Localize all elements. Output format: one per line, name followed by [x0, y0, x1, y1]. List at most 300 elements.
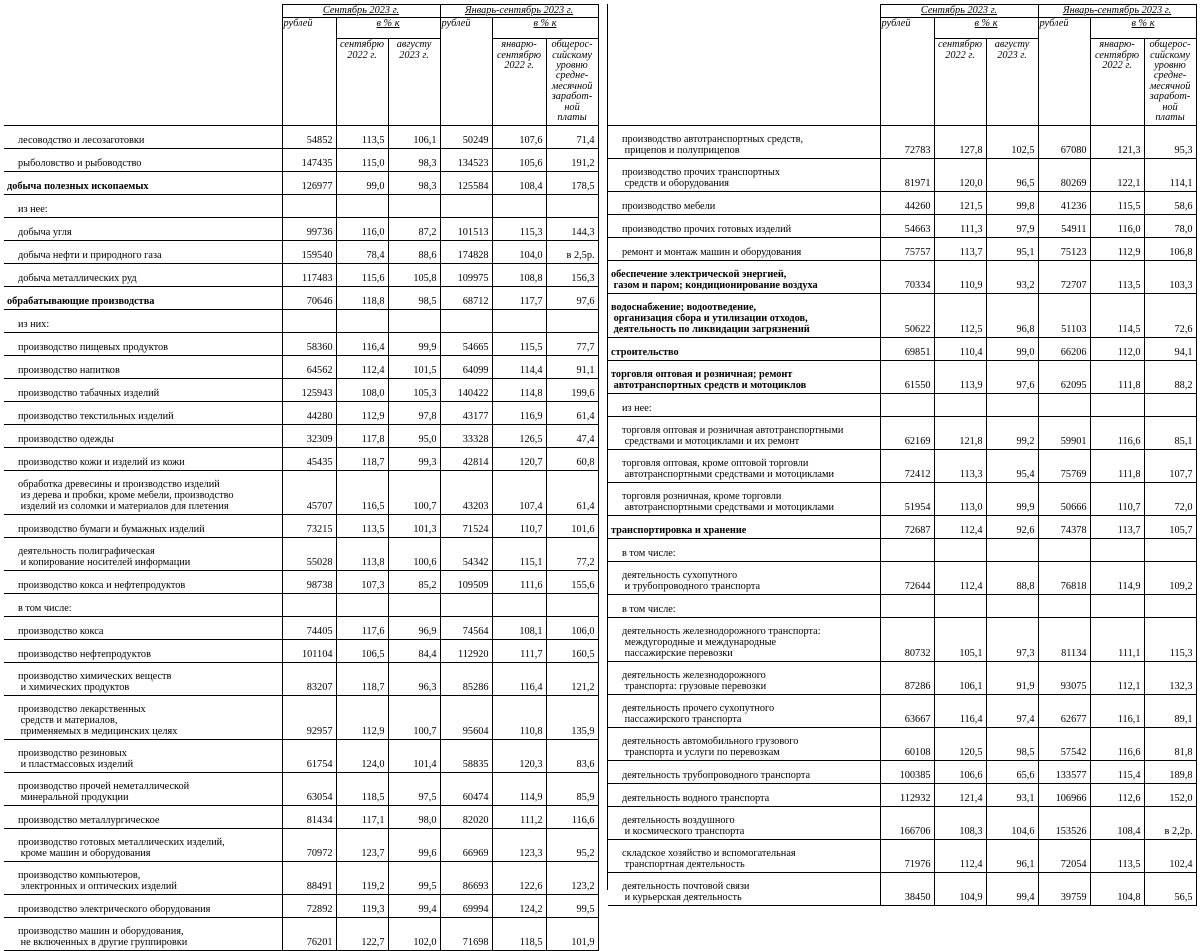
row-value-col-1: 81971 [880, 158, 934, 191]
row-indicator-name: производство резиновых и пластмассовых изделий [4, 739, 282, 772]
row-indicator-name: водоснабжение; водоотведение, организация сбора и утилизации отходов, деятельность по ликвидации загрязнений [608, 293, 880, 337]
row-indicator-name: ремонт и монтаж машин и оборудования [608, 237, 880, 260]
row-indicator-name: добыча полезных ископаемых [4, 171, 282, 194]
table-row [4, 805, 598, 828]
row-value-col-6: 115,3 [1144, 617, 1196, 661]
row-value-col-3: 101,3 [388, 514, 440, 537]
header-period-month: Сентябрь 2023 г. [282, 5, 440, 18]
row-indicator-name: обработка древесины и производство изделий из дерева и пробки, кроме мебели, производство изделий из соломки и материалов для плетения [4, 470, 282, 514]
row-value-col-1: 101104 [282, 639, 336, 662]
row-value-col-2: 108,0 [336, 378, 388, 401]
table-row [608, 694, 1196, 727]
row-value-col-1: 38450 [880, 872, 934, 905]
row-value-col-1: 32309 [282, 424, 336, 447]
row-value-col-4: 33328 [440, 424, 492, 447]
row-value-col-1: 71976 [880, 839, 934, 872]
row-value-col-1: 58360 [282, 332, 336, 355]
row-value-col-5: 111,2 [492, 805, 546, 828]
row-value-col-4: 133577 [1038, 760, 1090, 783]
row-value-col-6 [1144, 594, 1196, 617]
row-value-col-6: 114,1 [1144, 158, 1196, 191]
row-value-col-4 [440, 194, 492, 217]
row-value-col-1: 98738 [282, 570, 336, 593]
row-value-col-4: 106966 [1038, 783, 1090, 806]
row-value-col-2: 118,7 [336, 662, 388, 695]
row-value-col-5: 115,4 [1090, 760, 1144, 783]
row-value-col-5: 113,5 [1090, 839, 1144, 872]
row-value-col-2: 127,8 [934, 125, 986, 158]
row-value-col-5: 113,5 [1090, 260, 1144, 293]
row-value-col-6: 97,6 [546, 286, 598, 309]
wage-table-right [608, 4, 1197, 906]
row-value-col-2: 104,9 [934, 872, 986, 905]
row-value-col-6 [1144, 538, 1196, 561]
row-value-col-3: 92,6 [986, 515, 1038, 538]
row-indicator-name: производство одежды [4, 424, 282, 447]
table-row [4, 217, 598, 240]
row-value-col-5: 112,6 [1090, 783, 1144, 806]
row-value-col-3: 93,1 [986, 783, 1038, 806]
row-value-col-4: 82020 [440, 805, 492, 828]
row-value-col-5: 112,0 [1090, 337, 1144, 360]
row-value-col-3: 95,4 [986, 449, 1038, 482]
table-row [608, 393, 1196, 416]
row-value-col-1: 166706 [880, 806, 934, 839]
table-row [4, 894, 598, 917]
row-indicator-name: производство бумаги и бумажных изделий [4, 514, 282, 537]
row-value-col-5: 114,8 [492, 378, 546, 401]
row-value-col-6: 77,7 [546, 332, 598, 355]
table-row [4, 470, 598, 514]
row-value-col-4: 74564 [440, 616, 492, 639]
row-indicator-name: деятельность водного транспорта [608, 783, 880, 806]
row-value-col-2: 111,3 [934, 214, 986, 237]
wage-table-left [4, 4, 599, 951]
table-row [4, 401, 598, 424]
row-value-col-1: 72412 [880, 449, 934, 482]
table-row [608, 727, 1196, 760]
row-value-col-2: 106,5 [336, 639, 388, 662]
row-value-col-2: 121,5 [934, 191, 986, 214]
row-value-col-4: 42814 [440, 447, 492, 470]
row-value-col-3: 105,3 [388, 378, 440, 401]
row-value-col-4: 72707 [1038, 260, 1090, 293]
table-row [4, 355, 598, 378]
row-value-col-6: 116,6 [546, 805, 598, 828]
row-value-col-6: 61,4 [546, 401, 598, 424]
row-value-col-2: 113,3 [934, 449, 986, 482]
row-value-col-1: 88491 [282, 861, 336, 894]
row-value-col-3: 98,3 [388, 148, 440, 171]
row-value-col-5: 111,1 [1090, 617, 1144, 661]
table-row [608, 260, 1196, 293]
row-value-col-4: 75769 [1038, 449, 1090, 482]
row-value-col-2: 112,9 [336, 695, 388, 739]
row-value-col-1 [880, 538, 934, 561]
header-vs-sep-2022: сентябрю 2022 г. [934, 39, 986, 125]
row-value-col-4: 59901 [1038, 416, 1090, 449]
row-value-col-5: 104,0 [492, 240, 546, 263]
row-value-col-2 [336, 593, 388, 616]
row-value-col-1: 87286 [880, 661, 934, 694]
row-value-col-4: 43203 [440, 470, 492, 514]
row-value-col-1 [282, 593, 336, 616]
row-value-col-4: 153526 [1038, 806, 1090, 839]
row-value-col-2: 122,7 [336, 917, 388, 950]
row-value-col-5: 117,7 [492, 286, 546, 309]
row-value-col-5 [1090, 538, 1144, 561]
row-value-col-1: 83207 [282, 662, 336, 695]
row-value-col-6: 178,5 [546, 171, 598, 194]
row-indicator-name: добыча нефти и природного газа [4, 240, 282, 263]
row-value-col-2: 108,3 [934, 806, 986, 839]
table-row [608, 617, 1196, 661]
row-value-col-1: 100385 [880, 760, 934, 783]
table-row [608, 561, 1196, 594]
row-value-col-2 [336, 309, 388, 332]
row-value-col-3: 105,8 [388, 263, 440, 286]
row-value-col-6 [1144, 393, 1196, 416]
header-percent-of: в % к [1090, 18, 1196, 39]
row-indicator-name: деятельность прочего сухопутного пассажирского транспорта [608, 694, 880, 727]
left-table-page [4, 4, 598, 949]
row-value-col-5: 121,3 [1090, 125, 1144, 158]
table-row [4, 917, 598, 950]
row-value-col-4: 109975 [440, 263, 492, 286]
table-row [4, 662, 598, 695]
table-row [608, 337, 1196, 360]
table-row [608, 158, 1196, 191]
row-value-col-4: 67080 [1038, 125, 1090, 158]
table-row [4, 447, 598, 470]
row-value-col-4: 95604 [440, 695, 492, 739]
row-indicator-name: обеспечение электрической энергией, газом и паром; кондиционирование воздуха [608, 260, 880, 293]
row-indicator-name: добыча металлических руд [4, 263, 282, 286]
row-value-col-3: 98,3 [388, 171, 440, 194]
row-value-col-2: 105,1 [934, 617, 986, 661]
row-value-col-5: 113,7 [1090, 515, 1144, 538]
table-row [4, 309, 598, 332]
row-value-col-6: 56,5 [1144, 872, 1196, 905]
row-value-col-6: 58,6 [1144, 191, 1196, 214]
row-value-col-3: 99,4 [986, 872, 1038, 905]
row-value-col-2: 117,8 [336, 424, 388, 447]
row-value-col-3: 65,6 [986, 760, 1038, 783]
row-value-col-1: 60108 [880, 727, 934, 760]
row-value-col-3: 99,4 [388, 894, 440, 917]
row-value-col-1: 61550 [880, 360, 934, 393]
row-value-col-4: 66969 [440, 828, 492, 861]
table-row [4, 148, 598, 171]
row-value-col-6: 106,0 [546, 616, 598, 639]
row-value-col-3: 96,9 [388, 616, 440, 639]
row-value-col-1: 72783 [880, 125, 934, 158]
row-indicator-name: из нее: [608, 393, 880, 416]
row-value-col-4: 50666 [1038, 482, 1090, 515]
row-indicator-name: производство электрического оборудования [4, 894, 282, 917]
row-value-col-3: 100,7 [388, 470, 440, 514]
row-indicator-name: добыча угля [4, 217, 282, 240]
row-value-col-3: 97,9 [986, 214, 1038, 237]
row-value-col-4: 134523 [440, 148, 492, 171]
row-value-col-2: 113,9 [934, 360, 986, 393]
header-period-cumulative: Январь-сентябрь 2023 г. [440, 5, 598, 18]
row-value-col-1: 76201 [282, 917, 336, 950]
row-value-col-2: 78,4 [336, 240, 388, 263]
row-value-col-6: 78,0 [1144, 214, 1196, 237]
table-row [608, 191, 1196, 214]
row-value-col-2: 112,4 [934, 561, 986, 594]
row-value-col-2: 116,0 [336, 217, 388, 240]
row-value-col-2: 112,4 [336, 355, 388, 378]
table-row [4, 194, 598, 217]
row-value-col-6: 47,4 [546, 424, 598, 447]
row-value-col-2: 117,6 [336, 616, 388, 639]
row-value-col-1: 92957 [282, 695, 336, 739]
row-value-col-1: 44260 [880, 191, 934, 214]
row-value-col-4 [440, 309, 492, 332]
table-row [4, 616, 598, 639]
row-value-col-1: 62169 [880, 416, 934, 449]
table-row [608, 237, 1196, 260]
table-row [4, 861, 598, 894]
row-value-col-3: 100,7 [388, 695, 440, 739]
row-value-col-3 [986, 538, 1038, 561]
row-value-col-1: 159540 [282, 240, 336, 263]
row-value-col-6: 191,2 [546, 148, 598, 171]
row-value-col-3: 99,8 [986, 191, 1038, 214]
row-value-col-5: 114,4 [492, 355, 546, 378]
row-indicator-name: в том числе: [608, 594, 880, 617]
row-indicator-name: производство нефтепродуктов [4, 639, 282, 662]
row-indicator-name: производство металлургическое [4, 805, 282, 828]
row-value-col-1: 45707 [282, 470, 336, 514]
header-vs-jan-sep-2022: январю- сентябрю 2022 г. [492, 39, 546, 125]
table-row [4, 514, 598, 537]
row-indicator-name: в том числе: [608, 538, 880, 561]
row-value-col-1 [880, 594, 934, 617]
row-value-col-2: 113,8 [336, 537, 388, 570]
row-value-col-4: 54342 [440, 537, 492, 570]
table-row [608, 449, 1196, 482]
row-value-col-2: 113,5 [336, 125, 388, 148]
row-value-col-3: 97,3 [986, 617, 1038, 661]
row-value-col-4: 174828 [440, 240, 492, 263]
header-vs-aug-2023: августу 2023 г. [986, 39, 1038, 125]
row-value-col-5 [492, 309, 546, 332]
row-value-col-5: 111,6 [492, 570, 546, 593]
row-value-col-5: 115,1 [492, 537, 546, 570]
row-value-col-2: 123,7 [336, 828, 388, 861]
header-percent-of: в % к [336, 18, 440, 39]
table-row [608, 839, 1196, 872]
row-value-col-2: 115,0 [336, 148, 388, 171]
row-value-col-2: 115,6 [336, 263, 388, 286]
row-value-col-1: 61754 [282, 739, 336, 772]
row-value-col-5: 124,2 [492, 894, 546, 917]
table-row [4, 739, 598, 772]
row-value-col-5: 108,1 [492, 616, 546, 639]
row-value-col-3: 93,2 [986, 260, 1038, 293]
row-value-col-4: 57542 [1038, 727, 1090, 760]
row-value-col-3: 96,1 [986, 839, 1038, 872]
row-value-col-2: 116,4 [336, 332, 388, 355]
row-value-col-5: 110,7 [1090, 482, 1144, 515]
row-value-col-5: 104,8 [1090, 872, 1144, 905]
row-indicator-name: производство автотранспортных средств, прицепов и полуприцепов [608, 125, 880, 158]
row-value-col-1: 117483 [282, 263, 336, 286]
row-value-col-6: 94,1 [1144, 337, 1196, 360]
row-value-col-4: 81134 [1038, 617, 1090, 661]
row-value-col-4: 39759 [1038, 872, 1090, 905]
row-indicator-name: производство химических веществ и химических продуктов [4, 662, 282, 695]
row-value-col-6: 95,3 [1144, 125, 1196, 158]
row-value-col-2: 116,4 [934, 694, 986, 727]
row-indicator-name: производство пищевых продуктов [4, 332, 282, 355]
row-indicator-name: рыболовство и рыбоводство [4, 148, 282, 171]
row-value-col-1: 112932 [880, 783, 934, 806]
row-indicator-name: деятельность автомобильного грузового транспорта и услуги по перевозкам [608, 727, 880, 760]
row-value-col-2: 112,5 [934, 293, 986, 337]
row-value-col-2: 119,2 [336, 861, 388, 894]
row-indicator-name: производство мебели [608, 191, 880, 214]
header-vs-russia-avg: общерос- сийскому уровню средне- месячной заработ- ной платы [546, 39, 598, 125]
row-value-col-4: 112920 [440, 639, 492, 662]
row-value-col-1: 126977 [282, 171, 336, 194]
row-value-col-6: 106,8 [1144, 237, 1196, 260]
row-value-col-3: 84,4 [388, 639, 440, 662]
row-value-col-2: 107,3 [336, 570, 388, 593]
row-value-col-2: 118,7 [336, 447, 388, 470]
header-vs-jan-sep-2022: январю- сентябрю 2022 г. [1090, 39, 1144, 125]
row-indicator-name: деятельность воздушного и космического транспорта [608, 806, 880, 839]
row-value-col-6: 83,6 [546, 739, 598, 772]
row-value-col-1: 54852 [282, 125, 336, 148]
table-row [4, 332, 598, 355]
row-indicator-name: деятельность полиграфическая и копирование носителей информации [4, 537, 282, 570]
row-indicator-name: производство табачных изделий [4, 378, 282, 401]
row-value-col-1: 80732 [880, 617, 934, 661]
row-value-col-6: 199,6 [546, 378, 598, 401]
row-value-col-1: 64562 [282, 355, 336, 378]
row-value-col-6: 89,1 [1144, 694, 1196, 727]
row-indicator-name: обрабатывающие производства [4, 286, 282, 309]
table-row [608, 515, 1196, 538]
row-value-col-4: 64099 [440, 355, 492, 378]
row-value-col-2: 106,6 [934, 760, 986, 783]
row-value-col-5: 116,6 [1090, 727, 1144, 760]
row-value-col-1 [282, 309, 336, 332]
header-vs-aug-2023: августу 2023 г. [388, 39, 440, 125]
row-value-col-4: 62095 [1038, 360, 1090, 393]
row-value-col-6: 77,2 [546, 537, 598, 570]
row-value-col-1: 45435 [282, 447, 336, 470]
row-value-col-4: 101513 [440, 217, 492, 240]
row-value-col-1: 70334 [880, 260, 934, 293]
table-row [4, 125, 598, 148]
row-indicator-name: производство прочих транспортных средств и оборудования [608, 158, 880, 191]
table-row [608, 872, 1196, 905]
row-value-col-4: 62677 [1038, 694, 1090, 727]
row-value-col-3: 96,8 [986, 293, 1038, 337]
row-value-col-2: 112,4 [934, 839, 986, 872]
row-value-col-6: 102,4 [1144, 839, 1196, 872]
row-value-col-5: 122,6 [492, 861, 546, 894]
table-row [608, 806, 1196, 839]
row-value-col-4: 54665 [440, 332, 492, 355]
row-indicator-name: производство компьютеров, электронных и оптических изделий [4, 861, 282, 894]
row-value-col-4: 140422 [440, 378, 492, 401]
table-row [4, 263, 598, 286]
table-row [4, 171, 598, 194]
row-value-col-6: 160,5 [546, 639, 598, 662]
row-value-col-6: 88,2 [1144, 360, 1196, 393]
row-indicator-name: производство машин и оборудования, не включенных в другие группировки [4, 917, 282, 950]
row-value-col-2: 113,0 [934, 482, 986, 515]
row-indicator-name: торговля оптовая и розничная автотранспортными средствами и мотоциклами и их ремонт [608, 416, 880, 449]
row-indicator-name: складское хозяйство и вспомогательная транспортная деятельность [608, 839, 880, 872]
row-value-col-4: 41236 [1038, 191, 1090, 214]
row-value-col-3: 98,5 [388, 286, 440, 309]
row-indicator-name: торговля оптовая, кроме оптовой торговли автотранспортными средствами и мотоциклами [608, 449, 880, 482]
row-value-col-5: 116,9 [492, 401, 546, 424]
row-value-col-4 [1038, 538, 1090, 561]
row-value-col-2 [934, 393, 986, 416]
row-value-col-5: 123,3 [492, 828, 546, 861]
row-value-col-6 [546, 309, 598, 332]
row-value-col-3: 85,2 [388, 570, 440, 593]
row-value-col-6: 103,3 [1144, 260, 1196, 293]
row-value-col-5: 120,3 [492, 739, 546, 772]
row-value-col-2 [934, 538, 986, 561]
row-value-col-5: 115,3 [492, 217, 546, 240]
row-indicator-name: строительство [608, 337, 880, 360]
row-indicator-name: из них: [4, 309, 282, 332]
row-value-col-2: 113,5 [336, 514, 388, 537]
row-value-col-5: 107,6 [492, 125, 546, 148]
row-value-col-5: 111,8 [1090, 360, 1144, 393]
row-value-col-5: 110,7 [492, 514, 546, 537]
row-value-col-1: 70972 [282, 828, 336, 861]
row-value-col-6: 189,8 [1144, 760, 1196, 783]
row-value-col-3: 95,0 [388, 424, 440, 447]
row-value-col-6: 132,3 [1144, 661, 1196, 694]
row-value-col-6: 156,3 [546, 263, 598, 286]
row-value-col-1: 69851 [880, 337, 934, 360]
row-value-col-2: 121,4 [934, 783, 986, 806]
row-value-col-3: 100,6 [388, 537, 440, 570]
row-value-col-1: 63054 [282, 772, 336, 805]
table-row [4, 286, 598, 309]
table-row [608, 594, 1196, 617]
table-row [4, 240, 598, 263]
row-value-col-5: 120,7 [492, 447, 546, 470]
row-value-col-2: 110,9 [934, 260, 986, 293]
row-value-col-6: 95,2 [546, 828, 598, 861]
row-value-col-2: 116,5 [336, 470, 388, 514]
row-value-col-5: 114,5 [1090, 293, 1144, 337]
row-value-col-6 [546, 194, 598, 217]
row-value-col-1: 72892 [282, 894, 336, 917]
row-value-col-1: 44280 [282, 401, 336, 424]
header-indicator-cell [4, 5, 282, 126]
row-indicator-name: производство готовых металлических изделий, кроме машин и оборудования [4, 828, 282, 861]
row-value-col-4: 93075 [1038, 661, 1090, 694]
row-value-col-2 [336, 194, 388, 217]
header-rubles: рублей [880, 18, 934, 125]
row-value-col-2: 106,1 [934, 661, 986, 694]
row-value-col-2: 121,8 [934, 416, 986, 449]
